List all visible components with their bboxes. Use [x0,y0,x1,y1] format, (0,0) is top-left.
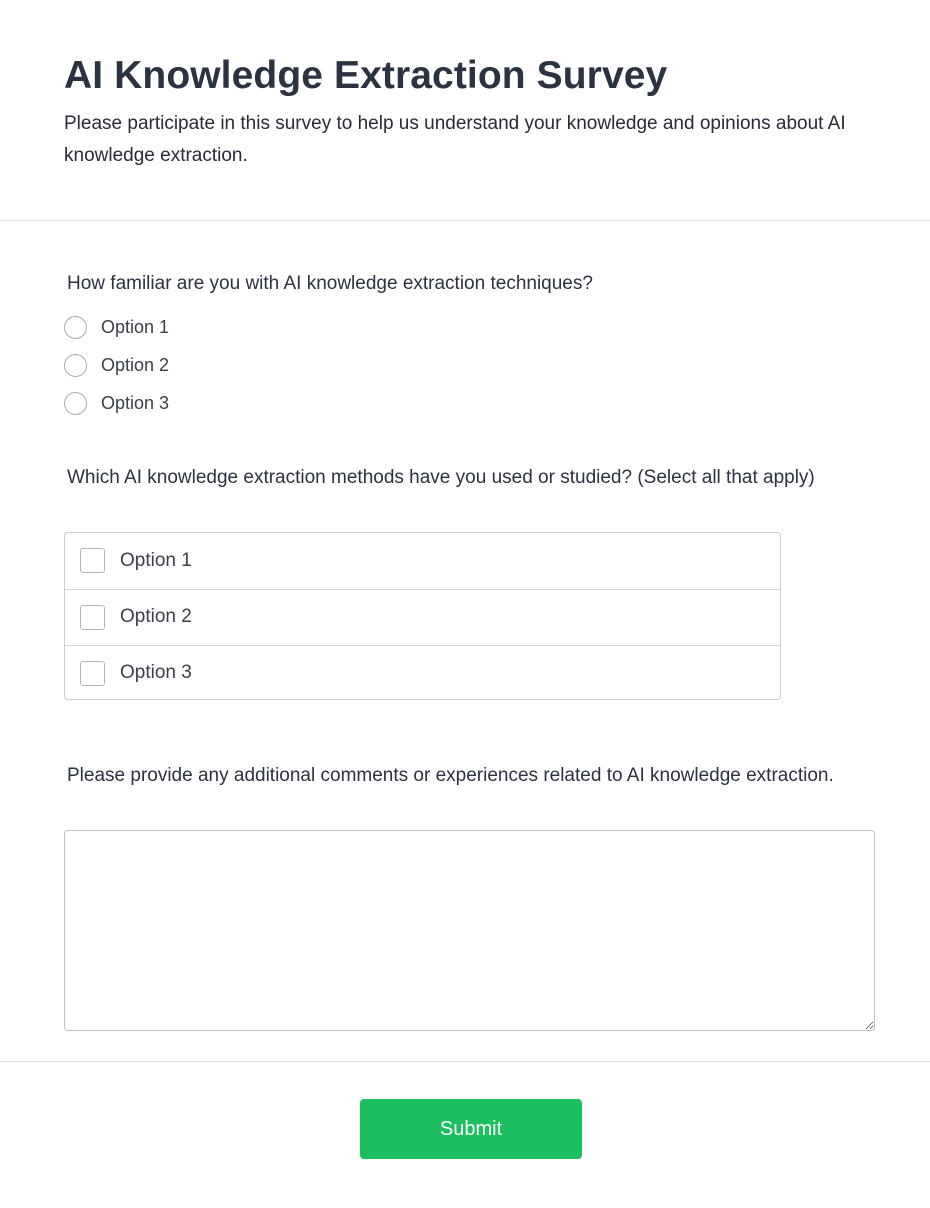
page-title: AI Knowledge Extraction Survey [64,54,668,97]
checkbox-option-label: Option 2 [120,606,192,627]
footer-divider [0,1061,930,1062]
methods-option-2[interactable] [65,589,780,644]
submit-button[interactable]: Submit [360,1099,582,1159]
radio-button[interactable] [64,316,87,339]
familiarity-option-2[interactable] [64,352,169,378]
checkbox-option-label: Option 3 [120,662,192,683]
checkbox[interactable] [80,661,105,686]
radio-option-label: Option 3 [101,392,170,413]
methods-checkbox-group [64,532,781,700]
radio-button[interactable] [64,392,87,415]
checkbox[interactable] [80,548,105,573]
checkbox-option-label: Option 1 [120,549,192,571]
familiarity-option-1[interactable] [64,314,169,340]
question-comments-label: Please provide any additional comments or experiences related to AI knowledge extraction. [67,765,834,786]
page-description: Please participate in this survey to help us understand your knowledge and opinions about AI knowledge extraction. [64,113,846,166]
radio-button[interactable] [64,354,87,377]
radio-option-label: Option 1 [101,316,170,337]
familiarity-option-3[interactable] [64,390,169,416]
question-methods-label: Which AI knowledge extraction methods have you used or studied? (Select all that apply) [67,467,815,488]
question-familiarity-label: How familiar are you with AI knowledge extraction techniques? [67,273,593,294]
methods-option-1[interactable] [65,533,780,588]
methods-option-3[interactable] [65,645,780,700]
checkbox[interactable] [80,605,105,630]
comments-textarea[interactable] [64,830,875,1031]
survey-header [0,0,930,221]
radio-option-label: Option 2 [101,354,170,375]
